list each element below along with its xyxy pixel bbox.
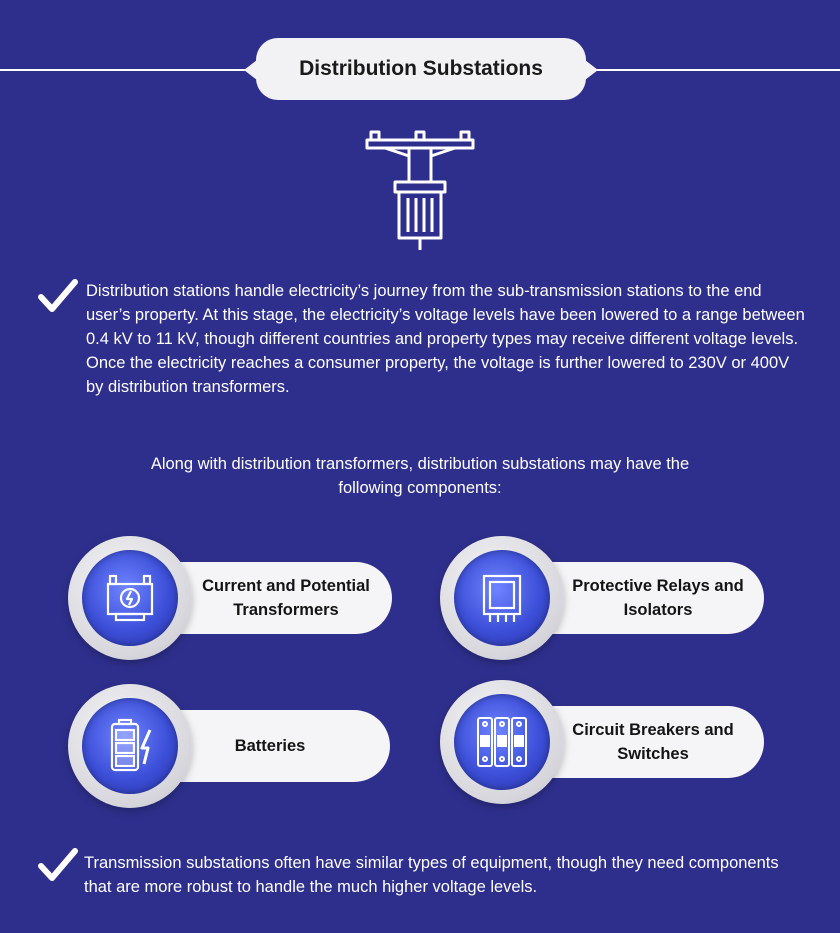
relay-chip-icon [472,568,532,628]
component-label: Protective Relays and Isolators [572,577,744,619]
utility-pole-transformer-icon [365,130,475,252]
component-icon-disc [454,694,550,790]
component-icon-disc [82,550,178,646]
transformer-icon [100,568,160,628]
component-icon-ring [68,536,192,660]
header-rule-right [590,69,840,71]
component-icon-disc [82,698,178,794]
component-icon-ring [68,684,192,808]
checkmark-icon [38,278,78,314]
footer-paragraph: Transmission substations often have similar types of equipment, though they need components that are more robust to handle the much higher voltage levels. [84,854,779,896]
intro-paragraph: Distribution stations handle electricity’s journey from the sub-transmission stations to the end user’s property. At this stage, the electricity’s voltage levels have been lowered to a range between 0.4 kV to 11 kV, though different countries and property types may receive different voltage levels. Once the electricity reaches a consumer property, the voltage is further lowered to 230V or 400V by distribution transformers. [86,282,805,396]
checkmark-icon [38,847,78,883]
component-label: Current and Potential Transformers [202,577,370,619]
component-icon-ring [440,536,564,660]
header-rule-left [0,69,250,71]
component-label: Circuit Breakers and Switches [572,721,734,763]
title-pill-arrow-right [585,60,598,80]
page-title [256,38,586,100]
battery-icon [100,716,160,776]
components-lead-in: Along with distribution transformers, distribution substations may have the following components: [150,455,690,497]
component-icon-ring [440,680,564,804]
page-title-text: Distribution Substations [299,57,543,80]
component-icon-disc [454,550,550,646]
component-label: Batteries [234,737,306,755]
circuit-breaker-icon [472,712,532,772]
